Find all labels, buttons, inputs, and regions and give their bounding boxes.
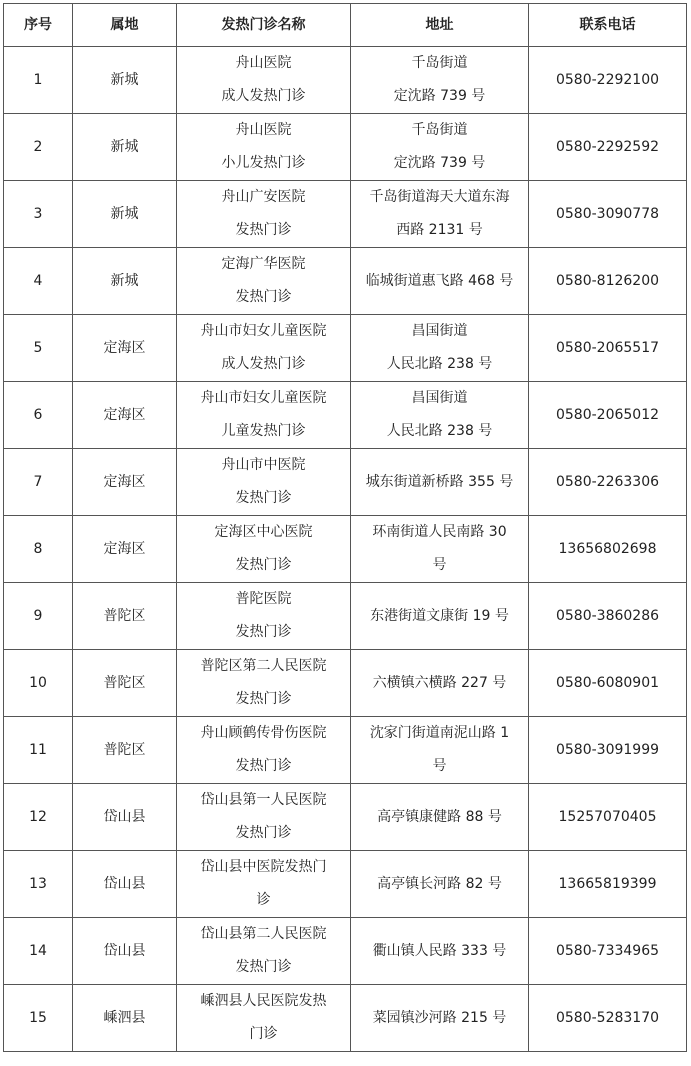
row-clinic-name	[177, 516, 351, 583]
row-address-line: 千岛街道海天大道东海	[369, 189, 510, 205]
row-phone: 0580-3091999	[529, 717, 687, 784]
row-index: 11	[4, 717, 73, 784]
row-clinic-name	[177, 449, 351, 516]
row-clinic-name-line: 发热门诊	[235, 691, 292, 707]
row-clinic-name-line: 发热门诊	[235, 959, 292, 975]
table-row	[4, 717, 687, 784]
header-address: 地址	[351, 4, 529, 47]
table-row	[4, 47, 687, 114]
row-phone: 0580-2292592	[529, 114, 687, 181]
row-phone: 0580-2292100	[529, 47, 687, 114]
row-clinic-name	[177, 181, 351, 248]
row-index: 4	[4, 248, 73, 315]
row-index: 14	[4, 918, 73, 985]
table-row	[4, 851, 687, 918]
row-address-line: 衢山镇人民路 333 号	[372, 942, 507, 959]
row-clinic-name	[177, 851, 351, 918]
row-clinic-name	[177, 114, 351, 181]
table-row	[4, 784, 687, 851]
row-address	[351, 784, 529, 851]
row-clinic-name	[177, 650, 351, 717]
row-area: 普陀区	[73, 583, 177, 650]
row-address	[351, 181, 529, 248]
row-index: 2	[4, 114, 73, 181]
row-area: 普陀区	[73, 650, 177, 717]
row-phone: 0580-3090778	[529, 181, 687, 248]
row-clinic-name-line: 舟山市妇女儿童医院	[200, 323, 327, 339]
row-clinic-name-line: 舟山顾鹤传骨伤医院	[200, 725, 327, 741]
row-phone: 0580-2065517	[529, 315, 687, 382]
table-row	[4, 248, 687, 315]
row-address	[351, 449, 529, 516]
table-row	[4, 583, 687, 650]
row-index: 3	[4, 181, 73, 248]
row-clinic-name-line: 发热门诊	[235, 825, 292, 841]
row-clinic-name-line: 发热门诊	[235, 758, 292, 774]
row-phone: 15257070405	[529, 784, 687, 851]
row-clinic-name-line: 儿童发热门诊	[221, 423, 306, 439]
row-address	[351, 516, 529, 583]
row-clinic-name-line: 舟山医院	[235, 55, 292, 71]
row-address	[351, 114, 529, 181]
row-clinic-name-line: 定海区中心医院	[214, 524, 313, 540]
table-row	[4, 114, 687, 181]
table-body	[4, 47, 687, 1052]
row-clinic-name	[177, 315, 351, 382]
row-address-line: 沈家门街道南泥山路 1	[369, 725, 510, 741]
row-area: 岱山县	[73, 918, 177, 985]
row-address	[351, 382, 529, 449]
row-address-line: 临城街道惠飞路 468 号	[365, 272, 514, 289]
row-area: 岱山县	[73, 851, 177, 918]
row-index: 5	[4, 315, 73, 382]
row-address-line: 环南街道人民南路 30	[372, 524, 507, 540]
table-row	[4, 382, 687, 449]
row-address	[351, 918, 529, 985]
row-address-line: 定沈路 739 号	[393, 88, 486, 104]
row-clinic-name-line: 舟山医院	[235, 122, 292, 138]
table-row	[4, 650, 687, 717]
row-area: 新城	[73, 47, 177, 114]
row-clinic-name	[177, 47, 351, 114]
row-clinic-name-line: 发热门诊	[235, 557, 292, 573]
row-phone: 0580-2263306	[529, 449, 687, 516]
row-area: 嵊泗县	[73, 985, 177, 1052]
row-address-line: 昌国街道	[411, 390, 468, 406]
table-row	[4, 315, 687, 382]
row-clinic-name-line: 定海广华医院	[221, 256, 306, 272]
row-address-line: 昌国街道	[411, 323, 468, 339]
row-address	[351, 315, 529, 382]
row-address-line: 西路 2131 号	[396, 222, 483, 238]
table-row	[4, 918, 687, 985]
row-area: 定海区	[73, 382, 177, 449]
row-clinic-name-line: 门诊	[249, 1026, 278, 1042]
row-clinic-name-line: 岱山县中医院发热门	[200, 859, 327, 875]
table-row	[4, 985, 687, 1052]
row-phone: 0580-5283170	[529, 985, 687, 1052]
row-index: 10	[4, 650, 73, 717]
row-clinic-name	[177, 717, 351, 784]
row-address	[351, 650, 529, 717]
row-clinic-name-line: 发热门诊	[235, 624, 292, 640]
row-clinic-name	[177, 248, 351, 315]
row-address-line: 定沈路 739 号	[393, 155, 486, 171]
row-address-line: 六横镇六横路 227 号	[372, 674, 507, 691]
row-index: 7	[4, 449, 73, 516]
row-address	[351, 717, 529, 784]
row-clinic-name	[177, 985, 351, 1052]
row-area: 定海区	[73, 516, 177, 583]
row-index: 1	[4, 47, 73, 114]
row-index: 13	[4, 851, 73, 918]
row-phone: 0580-8126200	[529, 248, 687, 315]
row-area: 新城	[73, 248, 177, 315]
row-address-line: 东港街道文康街 19 号	[370, 607, 509, 624]
table-row	[4, 181, 687, 248]
row-area: 岱山县	[73, 784, 177, 851]
row-phone: 13656802698	[529, 516, 687, 583]
row-clinic-name-line: 舟山市中医院	[221, 457, 306, 473]
row-clinic-name	[177, 382, 351, 449]
row-index: 15	[4, 985, 73, 1052]
row-index: 8	[4, 516, 73, 583]
row-area: 新城	[73, 181, 177, 248]
row-clinic-name-line: 舟山广安医院	[221, 189, 306, 205]
row-clinic-name-line: 嵊泗县人民医院发热	[200, 993, 327, 1009]
row-address-line: 人民北路 238 号	[386, 423, 493, 439]
row-address	[351, 248, 529, 315]
row-clinic-name-line: 小儿发热门诊	[221, 155, 306, 171]
table-row	[4, 449, 687, 516]
row-clinic-name	[177, 583, 351, 650]
row-clinic-name	[177, 918, 351, 985]
header-area: 属地	[73, 4, 177, 47]
row-area: 定海区	[73, 315, 177, 382]
row-clinic-name-line: 成人发热门诊	[221, 356, 306, 372]
row-clinic-name-line: 诊	[256, 892, 271, 908]
row-index: 9	[4, 583, 73, 650]
row-clinic-name-line: 普陀医院	[235, 591, 292, 607]
row-address	[351, 851, 529, 918]
row-address-line: 千岛街道	[411, 122, 468, 138]
table-header-row	[4, 4, 687, 47]
row-clinic-name-line: 岱山县第二人民医院	[200, 926, 327, 942]
row-clinic-name-line: 岱山县第一人民医院	[200, 792, 327, 808]
row-index: 6	[4, 382, 73, 449]
row-phone: 0580-6080901	[529, 650, 687, 717]
row-address-line: 人民北路 238 号	[386, 356, 493, 372]
row-address	[351, 985, 529, 1052]
table-row	[4, 516, 687, 583]
row-area: 定海区	[73, 449, 177, 516]
row-address-line: 城东街道新桥路 355 号	[365, 473, 514, 490]
header-clinic-name: 发热门诊名称	[177, 4, 351, 47]
row-phone: 13665819399	[529, 851, 687, 918]
row-clinic-name-line: 发热门诊	[235, 289, 292, 305]
row-address-line: 号	[432, 758, 447, 774]
row-clinic-name-line: 舟山市妇女儿童医院	[200, 390, 327, 406]
row-area: 普陀区	[73, 717, 177, 784]
row-clinic-name	[177, 784, 351, 851]
row-address-line: 菜园镇沙河路 215 号	[372, 1009, 507, 1026]
row-phone: 0580-3860286	[529, 583, 687, 650]
row-phone: 0580-7334965	[529, 918, 687, 985]
row-address-line: 高亭镇康健路 88 号	[377, 808, 502, 825]
row-address-line: 千岛街道	[411, 55, 468, 71]
fever-clinic-table	[3, 3, 687, 1052]
row-clinic-name-line: 发热门诊	[235, 222, 292, 238]
header-index: 序号	[4, 4, 73, 47]
row-clinic-name-line: 普陀区第二人民医院	[200, 658, 327, 674]
row-area: 新城	[73, 114, 177, 181]
row-address-line: 号	[432, 557, 447, 573]
row-address-line: 高亭镇长河路 82 号	[377, 875, 502, 892]
row-phone: 0580-2065012	[529, 382, 687, 449]
header-phone: 联系电话	[529, 4, 687, 47]
row-clinic-name-line: 发热门诊	[235, 490, 292, 506]
row-index: 12	[4, 784, 73, 851]
row-clinic-name-line: 成人发热门诊	[221, 88, 306, 104]
row-address	[351, 47, 529, 114]
row-address	[351, 583, 529, 650]
